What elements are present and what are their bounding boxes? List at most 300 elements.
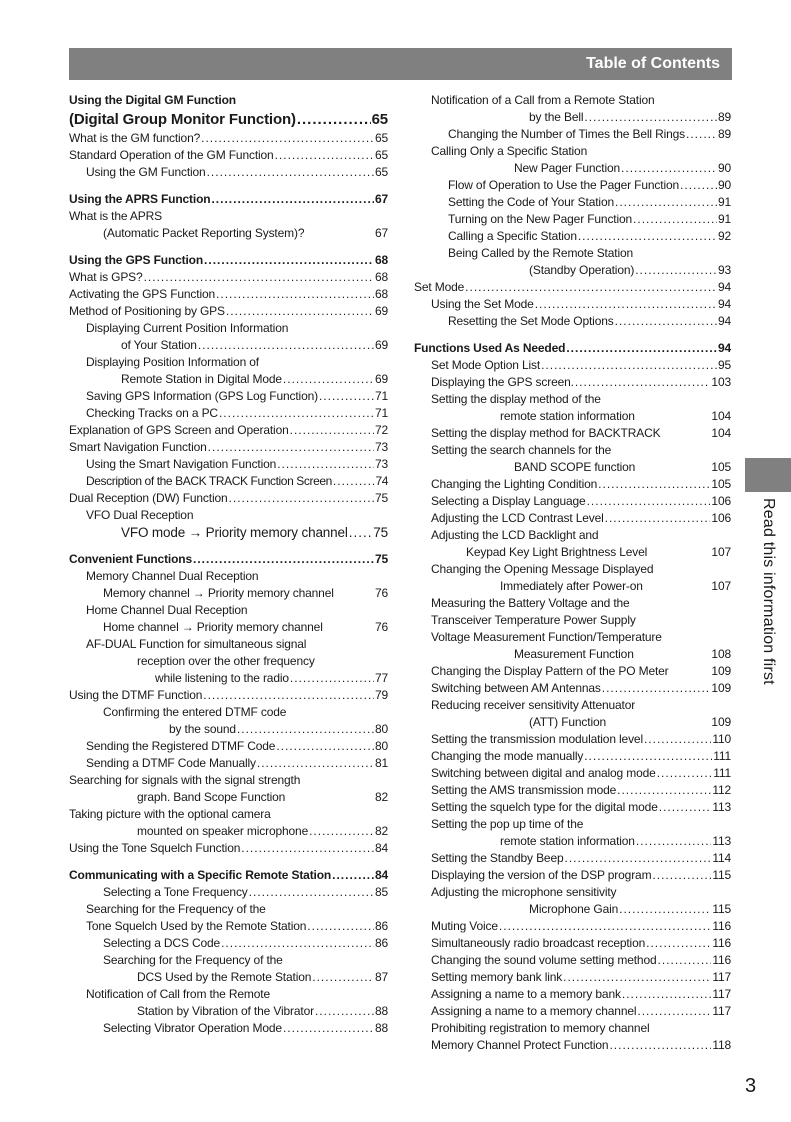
toc-leader-dots [598,476,710,493]
toc-page-number: 109 [711,715,731,729]
toc-entry-title: Using the Digital GM Function [69,93,236,107]
toc-entry[interactable] [69,147,388,164]
toc-page-number: 93 [717,263,731,277]
toc-entry-title: Measurement Function [514,647,634,661]
toc-entry[interactable] [69,969,388,986]
toc-leader-dots [565,850,712,867]
toc-leader-dots [619,901,711,918]
toc-entry-title: of Your Station [121,338,197,352]
toc-entry[interactable] [414,510,731,527]
toc-entry-title: Changing the sound volume setting method [431,953,657,967]
toc-page-number: 113 [712,800,731,814]
toc-leader-dots [204,252,374,269]
toc-page-number: 103 [711,375,731,389]
toc-entry[interactable] [414,816,731,833]
toc-entry[interactable] [69,371,388,388]
toc-leader-dots [644,731,711,748]
toc-entry-title: Adjusting the LCD Backlight and [431,528,599,542]
toc-entry-title: Transceiver Temperature Power Supply [431,613,636,627]
toc-entry-title: Confirming the entered DTMF code [103,705,287,719]
toc-page-number: 118 [712,1038,731,1052]
toc-entry[interactable] [414,279,731,296]
toc-page-number: 104 [711,426,731,440]
toc-leader-dots [249,884,374,901]
toc-page-number: 69 [374,304,388,318]
toc-entry[interactable] [69,439,388,456]
toc-entry[interactable] [69,704,388,721]
toc-leader-dots [633,211,717,228]
toc-entry[interactable] [69,320,388,337]
toc-entry[interactable] [69,585,388,602]
toc-page-number: 75 [373,525,388,540]
toc-leader-dots [609,1037,711,1054]
toc-section-heading[interactable] [69,252,388,269]
toc-entry-title: Using the Tone Squelch Function [69,841,241,855]
toc-entry[interactable] [414,799,731,816]
toc-entry-title: Home channel → Priority memory channel [103,620,323,634]
toc-entry-title: Memory Channel Protect Function [431,1038,609,1052]
toc-entry-title: Memory Channel Dual Reception [86,569,259,583]
toc-entry-title: Searching for signals with the signal strength [69,773,301,787]
toc-entry[interactable] [414,833,731,850]
toc-page-number: 117 [712,1004,731,1018]
toc-entry-title: Using the APRS Function [69,192,211,206]
toc-section-heading[interactable] [69,109,388,130]
toc-page-number: 71 [374,389,388,403]
toc-entry[interactable] [69,670,388,687]
toc-entry[interactable] [414,765,731,782]
toc-leader-dots [319,388,374,405]
toc-entry-title: Simultaneously radio broadcast reception [431,936,646,950]
toc-entry[interactable] [69,130,388,147]
toc-entry[interactable] [414,1037,731,1054]
toc-leader-dots [203,687,374,704]
toc-entry[interactable] [414,527,731,544]
toc-page-number: 68 [374,270,388,284]
toc-leader-dots [211,191,374,208]
toc-leader-dots [499,918,711,935]
toc-leader-dots [635,262,717,279]
toc-entry[interactable] [414,935,731,952]
toc-entry[interactable] [414,408,731,425]
toc-page-number: 95 [717,358,731,372]
toc-entry-title: Changing the Opening Message Displayed [431,562,654,576]
toc-entry[interactable] [69,602,388,619]
toc-page-number: 75 [374,491,388,505]
toc-leader-dots [686,126,717,143]
toc-page-number: 108 [711,647,731,661]
toc-leader-dots [652,867,711,884]
toc-page-number: 68 [374,287,388,301]
toc-page-number: 65 [374,148,388,162]
toc-entry[interactable] [69,952,388,969]
toc-entry[interactable] [414,313,731,330]
toc-entry[interactable] [69,208,388,225]
toc-page-number: 79 [374,688,388,702]
toc-entry[interactable] [414,194,731,211]
toc-page-number: 105 [711,477,731,491]
toc-page-number: 91 [717,212,731,226]
toc-page-number: 85 [374,885,388,899]
toc-leader-dots [465,279,717,296]
toc-entry[interactable] [414,109,731,126]
toc-entry[interactable] [69,456,388,473]
toc-entry[interactable] [414,850,731,867]
toc-leader-dots [584,109,717,126]
toc-entry[interactable] [414,578,731,595]
toc-entry-title: Microphone Gain [529,902,619,916]
toc-entry[interactable] [69,269,388,286]
toc-page-number: 107 [711,579,731,593]
toc-entry-title: Notification of a Call from a Remote Station [431,93,655,107]
toc-entry[interactable] [414,918,731,935]
toc-entry-title: Selecting Vibrator Operation Mode [103,1021,282,1035]
toc-leader-dots [283,371,374,388]
toc-entry-title: Using the Set Mode [431,297,534,311]
toc-entry[interactable] [414,357,731,374]
toc-entry-title: What is GPS? [69,270,143,284]
toc-entry-title: Tone Squelch Used by the Remote Station [86,919,307,933]
toc-entry[interactable] [69,524,388,541]
toc-page-number: 115 [712,868,731,882]
toc-page-number: 65 [371,111,388,128]
toc-entry[interactable] [414,1003,731,1020]
toc-entry[interactable] [414,901,731,918]
toc-entry-title: Setting the display method for BACKTRACK [431,426,661,440]
toc-entry[interactable] [414,296,731,313]
toc-entry[interactable] [414,245,731,262]
toc-entry-title: Notification of Call from the Remote [86,987,271,1001]
toc-page-number: 82 [374,790,388,804]
toc-entry[interactable] [69,840,388,857]
toc-entry-title: Displaying Position Information of [86,355,259,369]
toc-leader-dots [566,340,717,357]
toc-page-number: 67 [374,192,388,206]
toc-entry-title: Using the GM Function [86,165,206,179]
toc-entry[interactable] [414,884,731,901]
toc-page-number: 68 [374,253,388,267]
toc-entry[interactable] [69,755,388,772]
toc-entry[interactable] [414,612,731,629]
toc-page-number: 71 [374,406,388,420]
toc-entry-title: Using the GPS Function [69,253,204,267]
toc-leader-dots [587,493,711,510]
toc-page-number: 110 [712,732,731,746]
toc-entry-title: Displaying the version of the DSP program [431,868,652,882]
toc-entry[interactable] [414,782,731,799]
toc-entry[interactable] [414,177,731,194]
toc-entry-title: remote station information [500,409,635,423]
toc-entry-title: Keypad Key Light Brightness Level [466,545,648,559]
toc-leader-dots [615,194,717,211]
toc-entry-title: Sending the Registered DTMF Code [86,739,276,753]
toc-entry-title: Setting the display method of the [431,392,601,406]
toc-page-number: 91 [717,195,731,209]
toc-entry-title: Memory channel → Priority memory channel [103,586,334,600]
toc-entry[interactable] [69,337,388,354]
toc-entry[interactable] [69,490,388,507]
toc-entry-title: Using the DTMF Function [69,688,203,702]
toc-page-number: 76 [374,620,388,634]
toc-entry-title: Searching for the Frequency of the [103,953,283,967]
toc-leader-dots [615,313,717,330]
toc-entry-title: mounted on speaker microphone [137,824,309,838]
toc-entry[interactable] [69,806,388,823]
toc-section-heading[interactable] [69,867,388,884]
toc-entry-title: Being Called by the Remote Station [448,246,634,260]
toc-entry-title: Convenient Functions [69,552,193,566]
toc-entry[interactable] [69,507,388,524]
toc-entry[interactable] [69,636,388,653]
toc-leader-dots [307,918,374,935]
toc-leader-dots [207,164,374,181]
toc-entry-title: Home Channel Dual Reception [86,603,248,617]
toc-entry[interactable] [414,442,731,459]
toc-entry-title: Prohibiting registration to memory channel [431,1021,650,1035]
toc-entry-title: BAND SCOPE function [514,460,636,474]
toc-entry-title: Turning on the New Pager Function [448,212,633,226]
side-tab-label: Read this information first [760,498,777,685]
toc-page-number: 111 [713,749,731,763]
toc-page-number: 105 [711,460,731,474]
toc-entry-title: Changing the mode manually [431,749,584,763]
toc-entry[interactable] [69,687,388,704]
toc-page-number: 90 [717,161,731,175]
toc-entry[interactable] [69,823,388,840]
toc-section-heading[interactable] [69,551,388,568]
toc-page-number: 88 [374,1004,388,1018]
toc-entry-title: VFO Dual Reception [86,508,194,522]
toc-entry-title: Adjusting the microphone sensitivity [431,885,617,899]
toc-section-heading[interactable] [69,92,388,109]
toc-entry[interactable] [69,1020,388,1037]
toc-page-number: 69 [374,338,388,352]
toc-page-number: 107 [711,545,731,559]
toc-entry[interactable] [69,473,388,490]
toc-entry[interactable] [69,354,388,371]
toc-entry-title: Assigning a name to a memory bank [431,987,621,1001]
toc-leader-dots [332,867,374,884]
toc-entry[interactable] [414,211,731,228]
toc-entry-title: graph. Band Scope Function [137,790,286,804]
toc-entry-title: Displaying the GPS screen. [431,375,574,389]
toc-page-number: 88 [374,1021,388,1035]
toc-entry[interactable] [414,748,731,765]
toc-entry[interactable] [69,1003,388,1020]
toc-leader-dots [617,782,711,799]
toc-entry[interactable] [414,646,731,663]
toc-entry[interactable] [69,568,388,585]
toc-page-number: 84 [374,841,388,855]
toc-page-number: 73 [374,440,388,454]
toc-entry[interactable] [69,405,388,422]
toc-entry[interactable] [414,425,731,442]
toc-entry[interactable] [414,969,731,986]
toc-leader-dots [563,969,711,986]
toc-leader-dots [584,748,712,765]
toc-entry[interactable] [414,160,731,177]
toc-entry-title: Switching between digital and analog mode [431,766,656,780]
toc-entry[interactable] [69,721,388,738]
toc-page-number: 92 [717,229,731,243]
toc-entry-title: Setting the search channels for the [431,443,612,457]
toc-entry[interactable] [69,653,388,670]
toc-entry[interactable] [69,986,388,1003]
toc-section-heading[interactable] [69,191,388,208]
toc-entry[interactable] [69,738,388,755]
toc-page-number: 89 [717,127,731,141]
toc-leader-dots [575,374,711,391]
toc-leader-dots [221,935,374,952]
toc-entry-title: (ATT) Function [529,715,607,729]
toc-leader-dots [290,670,374,687]
toc-entry-title: Using the Smart Navigation Function [86,457,277,471]
toc-entry[interactable] [69,619,388,636]
toc-leader-dots [297,109,371,130]
toc-entry[interactable] [414,986,731,1003]
toc-leader-dots [216,286,374,303]
toc-leader-dots [602,680,711,697]
toc-leader-dots [276,738,374,755]
toc-section-heading[interactable] [414,340,731,357]
toc-leader-dots [198,337,374,354]
toc-entry[interactable] [414,714,731,731]
toc-leader-dots [201,130,374,147]
toc-leader-dots [349,524,373,541]
toc-entry[interactable] [414,595,731,612]
toc-entry-title: Selecting a Display Language [431,494,586,508]
toc-entry[interactable] [69,225,388,242]
toc-entry-title: What is the APRS [69,209,162,223]
toc-entry[interactable] [414,92,731,109]
toc-entry[interactable] [414,262,731,279]
toc-leader-dots [637,1003,711,1020]
toc-entry[interactable] [69,789,388,806]
toc-leader-dots [219,405,374,422]
toc-page-number: 87 [374,970,388,984]
toc-entry-title: Assigning a name to a memory channel [431,1004,637,1018]
toc-page-number: 90 [717,178,731,192]
toc-entry-title: Changing the Lighting Condition [431,477,598,491]
toc-entry[interactable] [414,867,731,884]
toc-entry-title: Calling a Specific Station [448,229,577,243]
toc-page-number: 114 [712,851,731,865]
toc-entry[interactable] [69,388,388,405]
toc-leader-dots [333,473,375,490]
toc-entry-title: Immediately after Power-on [500,579,643,593]
section-gap [414,330,731,340]
toc-entry[interactable] [69,772,388,789]
toc-page-number: 112 [712,783,731,797]
toc-entry[interactable] [414,1020,731,1037]
toc-entry[interactable] [414,629,731,646]
toc-entry-title: Displaying Current Position Information [86,321,289,335]
toc-entry[interactable] [414,228,731,245]
toc-leader-dots [208,439,374,456]
section-gap [69,181,388,191]
toc-entry[interactable] [414,391,731,408]
toc-entry-title: (Digital Group Monitor Function) [69,111,296,128]
toc-entry-title: VFO mode → Priority memory channel [121,525,348,540]
toc-entry[interactable] [414,731,731,748]
toc-page-number: 86 [374,919,388,933]
toc-entry[interactable] [414,680,731,697]
toc-entry-title: Searching for the Frequency of the [86,902,266,916]
toc-entry[interactable] [414,952,731,969]
toc-entry-title: Setting the AMS transmission mode [431,783,617,797]
toc-entry-title: Checking Tracks on a PC [86,406,218,420]
page-title: Table of Contents [586,55,720,72]
toc-entry[interactable] [414,697,731,714]
toc-entry[interactable] [414,544,731,561]
toc-entry-title: Explanation of GPS Screen and Operation [69,423,289,437]
side-tab-marker [745,458,791,492]
toc-page-number: 67 [374,226,388,240]
toc-entry-title: Station by Vibration of the Vibrator [137,1004,314,1018]
toc-entry[interactable] [69,918,388,935]
toc-right-column [414,92,731,1054]
toc-entry-title: Changing the Number of Times the Bell Rings [448,127,686,141]
toc-entry-title: while listening to the radio [155,671,289,685]
toc-entry-title: Method of Positioning by GPS [69,304,225,318]
toc-entry[interactable] [414,143,731,160]
toc-leader-dots [237,721,374,738]
toc-page-number: 86 [374,936,388,950]
toc-page-number: 94 [717,341,731,355]
toc-entry-title: Sending a DTMF Code Manually [86,756,256,770]
toc-entry-title: Muting Voice [431,919,498,933]
toc-entry[interactable] [414,374,731,391]
toc-entry[interactable] [69,422,388,439]
toc-leader-dots [241,840,374,857]
toc-entry-title: Switching between AM Antennas [431,681,601,695]
toc-page-number: 82 [374,824,388,838]
toc-entry-title: Adjusting the LCD Contrast Level [431,511,604,525]
toc-page-number: 117 [712,987,731,1001]
toc-page-number: 113 [712,834,731,848]
toc-entry-title: Smart Navigation Function [69,440,207,454]
toc-page-number: 80 [374,739,388,753]
toc-leader-dots [193,551,374,568]
toc-entry[interactable] [69,935,388,952]
toc-entry[interactable] [69,164,388,181]
toc-entry-title: Saving GPS Information (GPS Log Function) [86,389,318,403]
toc-entry-title: Taking picture with the optional camera [69,807,271,821]
toc-entry-title: Setting the Standby Beep [431,851,564,865]
toc-entry[interactable] [414,663,731,680]
toc-page-number: 116 [712,919,731,933]
toc-entry[interactable] [414,561,731,578]
toc-entry-title: by the Bell [529,110,584,124]
toc-entry[interactable] [414,493,731,510]
toc-entry-title: What is the GM function? [69,131,201,145]
toc-entry-title: Activating the GPS Function [69,287,216,301]
toc-entry-title: Resetting the Set Mode Options [448,314,614,328]
toc-leader-dots [315,1003,374,1020]
toc-entry-title: Setting memory bank link [431,970,563,984]
toc-entry[interactable] [414,459,731,476]
toc-entry[interactable] [414,476,731,493]
toc-entry[interactable] [69,901,388,918]
toc-entry-title: Description of the BACK TRACK Function Screen [86,474,332,488]
toc-entry[interactable] [414,126,731,143]
toc-entry[interactable] [69,884,388,901]
toc-leader-dots [680,177,717,194]
toc-entry[interactable] [69,286,388,303]
toc-leader-dots [226,303,374,320]
toc-leader-dots [659,799,712,816]
toc-entry[interactable] [69,303,388,320]
